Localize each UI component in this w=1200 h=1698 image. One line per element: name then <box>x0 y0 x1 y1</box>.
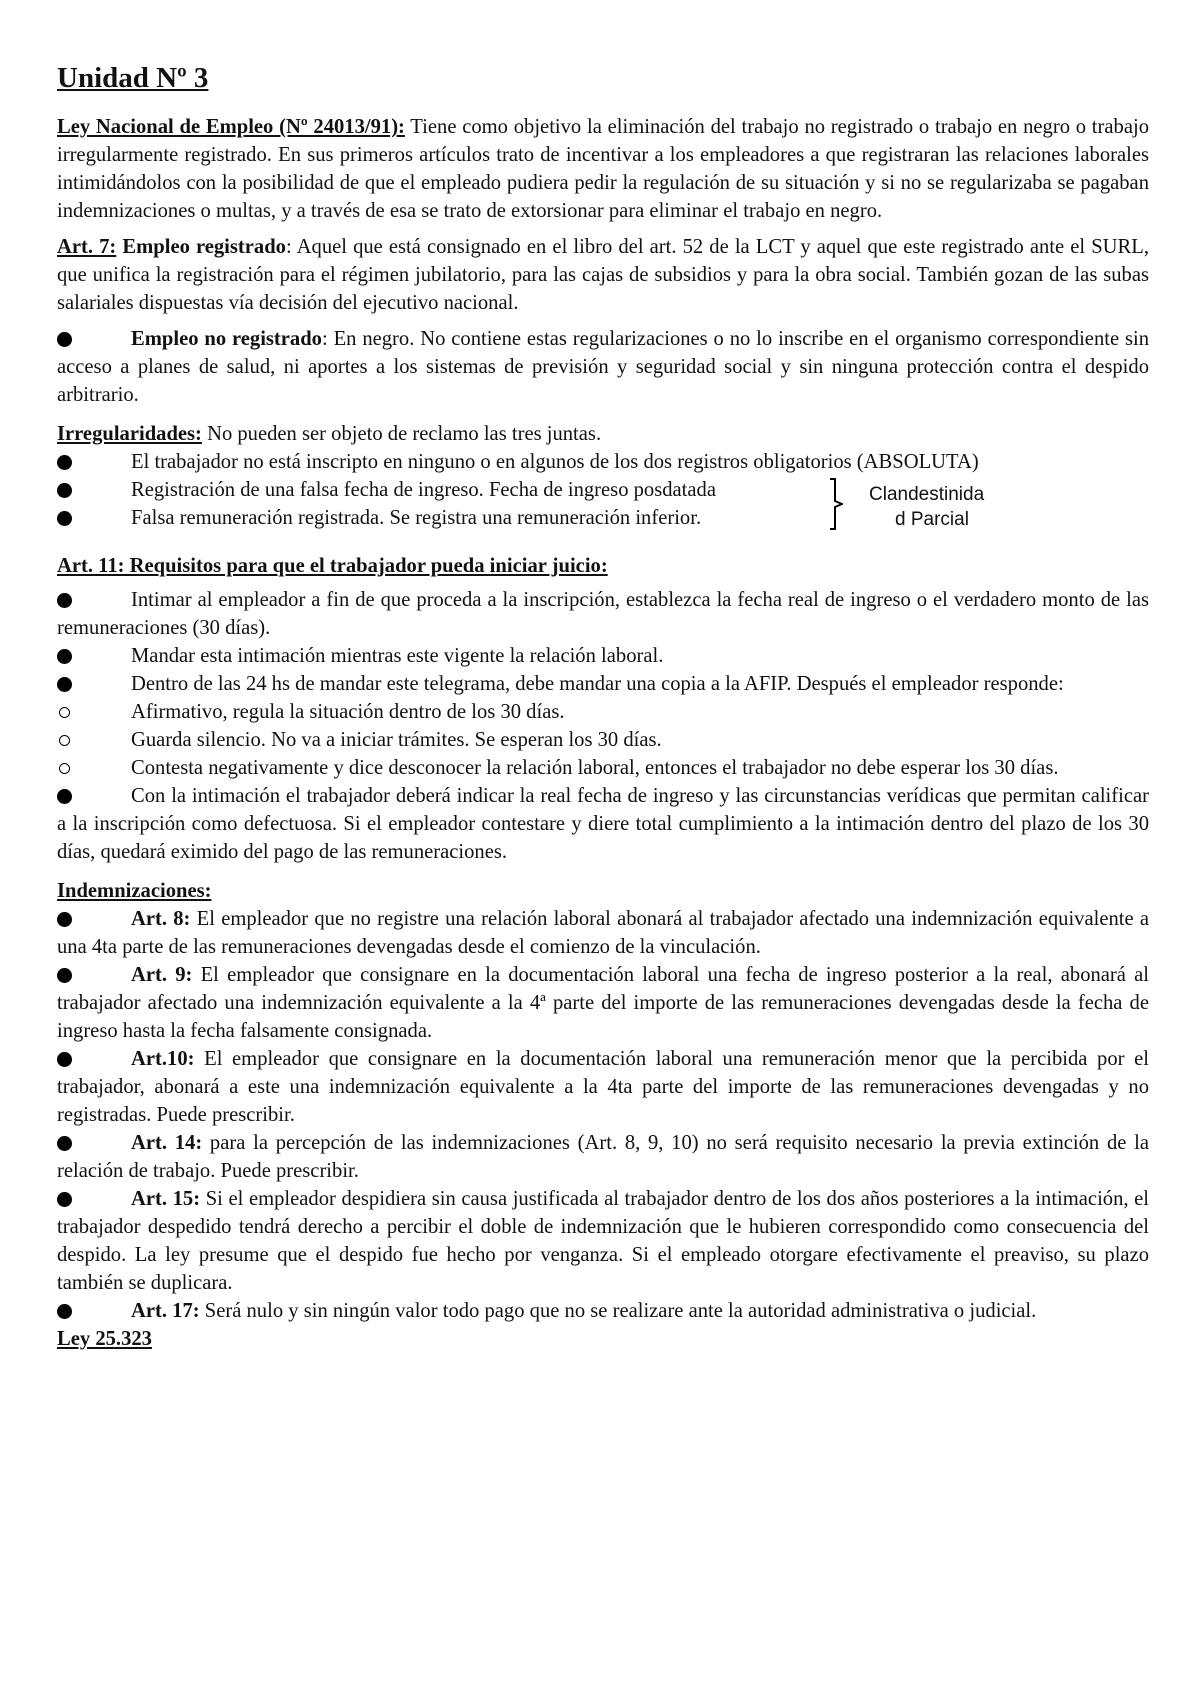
list-item-text: El empleador que consignare en la documentación laboral una fecha de ingreso posterior a la real, abonará al trabajador afectado una indemnización equivalente a la 4ª parte del importe de las remuneraciones devengadas desde la fecha de ingreso hasta la fecha falsamente consignada. <box>57 964 1149 1042</box>
list-item-text: para la percepción de las indemnizaciones (Art. 8, 9, 10) no será requisito necesario la previa extinción de la relación de trabajo. Puede prescribir. <box>57 1132 1149 1182</box>
list-item-text: Registración de una falsa fecha de ingreso. Fecha de ingreso posdatada <box>131 479 716 501</box>
sub-list-item <box>57 754 1149 782</box>
bullet-icon <box>57 593 72 608</box>
list-item <box>57 670 1149 698</box>
bullet-icon <box>57 649 72 664</box>
list-item <box>57 586 1149 642</box>
sub-list-item-text: Afirmativo, regula la situación dentro de los 30 días. <box>131 701 565 723</box>
art7-text: : Aquel que está consignado en el libro del art. 52 de la LCT y aquel que este registrado ante el SURL, que unifica la registración para el régimen jubilatorio, para las cajas de subsidios y para la obra social. También gozan de las subas salariales dispuestas vía decisión del ejecutivo nacional. <box>57 236 1149 314</box>
article-ref: Art.10: <box>131 1048 195 1070</box>
article-ref: Art. 8: <box>131 908 191 930</box>
no-registrado-text: : En negro. No contiene estas regularizaciones o no lo inscribe en el organismo correspondiente sin acceso a planes de salud, ni aportes a los sistemas de previsión y seguridad social y sin ninguna protección contra el despido arbitrario. <box>57 328 1149 406</box>
list-item-text: El empleador que no registre una relación laboral abonará al trabajador afectado una indemnización equivalente a una 4ta parte de las remuneraciones devengadas desde el comienzo de la vinculación. <box>57 908 1149 958</box>
sub-list-item-text: Guarda silencio. No va a iniciar trámites. Se esperan los 30 días. <box>131 729 662 751</box>
list-item-text: Dentro de las 24 hs de mandar este telegrama, debe mandar una copia a la AFIP. Después el empleador responde: <box>131 673 1064 695</box>
list-item-text: Mandar esta intimación mientras este vigente la relación laboral. <box>131 645 664 667</box>
art11-heading: Art. 11: Requisitos para que el trabajador pueda iniciar juicio: <box>57 555 608 577</box>
brace-group <box>57 476 1149 532</box>
list-item-text: El trabajador no está inscripto en ninguno o en algunos de los dos registros obligatorios (ABSOLUTA) <box>131 451 979 473</box>
art7-label: Empleo registrado <box>116 236 286 258</box>
art7-paragraph <box>57 233 1149 317</box>
list-item <box>57 782 1149 866</box>
list-item <box>57 1045 1149 1129</box>
brace-label-line-1: Clandestinida <box>869 484 985 505</box>
bullet-icon <box>57 511 72 526</box>
document-page <box>57 60 1149 1353</box>
list-item-text: Intimar al empleador a fin de que proceda a la inscripción, establezca la fecha real de ingreso o el verdadero monto de las remuneraciones (30 días). <box>57 589 1149 639</box>
list-item <box>57 1129 1149 1185</box>
right-brace-icon <box>829 478 843 530</box>
intro-paragraph <box>57 113 1149 225</box>
bullet-icon <box>57 677 72 692</box>
irregularidades-heading: Irregularidades: <box>57 423 202 445</box>
bullet-icon <box>57 968 72 983</box>
list-item <box>57 1185 1149 1297</box>
bullet-icon <box>57 789 72 804</box>
list-item-text: Si el empleador despidiera sin causa justificada al trabajador dentro de los dos años posteriores a la intimación, el trabajador despedido tendrá derecho a percibir el doble de indemnización que le hubieren correspondido como consecuencia del despido. La ley presume que el despido fue hecho por venganza. Si el empleado otorgare efectivamente el preaviso, su plazo también se duplicara. <box>57 1188 1150 1294</box>
list-item-text: Con la intimación el trabajador deberá indicar la real fecha de ingreso y las circunstancias verídicas que permitan calificar a la inscripción como defectuosa. Si el empleador contestare y diere total cumplimiento a la intimación dentro del plazo de los 30 días, quedará eximido del pago de las remuneraciones. <box>57 785 1149 863</box>
page-title: Unidad Nº 3 <box>57 62 209 94</box>
irregularidades-paragraph <box>57 420 1149 448</box>
list-item-text: Falsa remuneración registrada. Se registra una remuneración inferior. <box>131 507 702 529</box>
article-ref: Art. 17: <box>131 1300 200 1322</box>
list-item-text: El empleador que consignare en la documentación laboral una remuneración menor que la percibida por el trabajador, abonará a este una indemnización equivalente a la 4ta parte del importe de las remuneraciones devengadas y no registradas. Puede prescribir. <box>57 1048 1149 1126</box>
list-item <box>57 1297 1149 1325</box>
bullet-icon <box>57 332 72 347</box>
bullet-icon <box>57 1136 72 1151</box>
intro-text: Tiene como objetivo la eliminación del trabajo no registrado o trabajo en negro o trabajo irregularmente registrado. En sus primeros artículos trato de incentivar a los empleadores a que registraran las relaciones laborales intimidándolos con la posibilidad de que el empleado pudiera pedir la regulación de su situación y si no se regularizaba se pagaban indemnizaciones o multas, y a través de esa se trato de extorsionar para eliminar el trabajo en negro. <box>57 116 1149 222</box>
bullet-icon <box>57 1304 72 1319</box>
article-ref: Art. 14: <box>131 1132 203 1154</box>
brace-label-line-2: d Parcial <box>895 509 969 530</box>
bullet-icon <box>57 1052 72 1067</box>
list-item <box>57 448 1149 476</box>
brace-label <box>869 482 1069 532</box>
intro-heading: Ley Nacional de Empleo (Nº 24013/91): <box>57 116 405 138</box>
bullet-icon <box>57 1192 72 1207</box>
list-item <box>57 642 1149 670</box>
irregularidades-text: No pueden ser objeto de reclamo las tres juntas. <box>201 423 602 445</box>
article-ref: Art. 15: <box>131 1188 201 1210</box>
sub-list-item <box>57 698 1149 726</box>
bullet-icon <box>57 455 72 470</box>
bullet-icon <box>57 483 72 498</box>
circle-bullet-icon <box>59 707 70 718</box>
sub-list-item <box>57 726 1149 754</box>
list-item <box>57 905 1149 961</box>
no-registrado-label: Empleo no registrado <box>131 328 322 350</box>
circle-bullet-icon <box>59 735 70 746</box>
footer-heading: Ley 25.323 <box>57 1328 152 1350</box>
art7-ref: Art. 7: <box>57 236 117 258</box>
circle-bullet-icon <box>59 763 70 774</box>
list-item-text: Será nulo y sin ningún valor todo pago que no se realizare ante la autoridad administrativa o judicial. <box>199 1300 1037 1322</box>
indemnizaciones-heading: Indemnizaciones: <box>57 880 212 902</box>
no-registrado-paragraph <box>57 325 1149 409</box>
list-item <box>57 961 1149 1045</box>
article-ref: Art. 9: <box>131 964 193 986</box>
bullet-icon <box>57 912 72 927</box>
sub-list-item-text: Contesta negativamente y dice desconocer la relación laboral, entonces el trabajador no debe esperar los 30 días. <box>131 757 1059 779</box>
